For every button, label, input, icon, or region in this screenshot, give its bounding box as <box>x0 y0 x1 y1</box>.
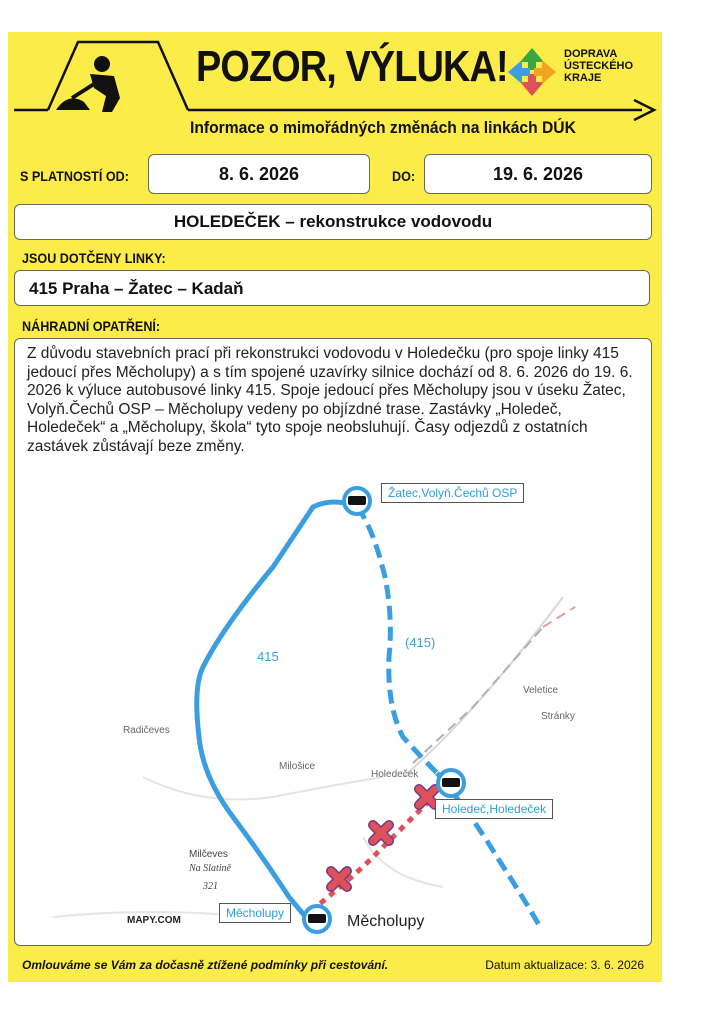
worker-icon <box>50 54 150 112</box>
place-mecholupy: Měcholupy <box>347 913 425 930</box>
brand-line: ÚSTECKÉHO <box>564 60 634 72</box>
valid-to-value: 19. 6. 2026 <box>424 154 652 194</box>
detour-map <box>23 477 643 941</box>
affected-lines-value: 415 Praha – Žatec – Kadaň <box>14 270 650 306</box>
place-elevation: 321 <box>203 881 218 892</box>
valid-from-label: S PLATNOSTÍ OD: <box>20 168 129 184</box>
valid-to-label: DO: <box>392 168 416 184</box>
stop-label-top: Žatec,Volyň.Čechů OSP <box>381 483 524 503</box>
replacement-text: Z důvodu stavebních prací při rekonstrukci vodovodu v Holedečku (pro spoje linky 415 jedoucí přes Měcholupy) a s tím spojené uzavírky silnice dochází od 8. 6. 2026 do 19. 6. 2026 k výluce autobusové linky 415. Spoje jedoucí přes Měcholupy jsou v úseku Žatec, Volyň.Čechů OSP – Měcholupy vedeny po objízdné trase. Zastávky „Holedeč, Holedeček“ a „Měcholupy, škola“ tyto spoje neobsluhují. Časy odjezdů z ostatních zastávek zůstávají beze změny. <box>27 345 633 455</box>
detour-route-label: 415 <box>257 649 279 664</box>
place-milceves: Milčeves <box>189 849 228 860</box>
valid-from-value: 8. 6. 2026 <box>148 154 370 194</box>
replacement-panel <box>14 338 652 946</box>
bus-stop-bottom <box>304 906 330 932</box>
footer-updated: Datum aktualizace: 3. 6. 2026 <box>485 958 644 972</box>
map-provider-logo: MAPY.COM <box>127 915 181 926</box>
place-milosice: Milošice <box>279 761 316 772</box>
page-subtitle: Informace o mimořádných změnách na linkách DÚK <box>190 118 576 137</box>
map-drawing <box>23 477 643 941</box>
closure-marks <box>331 789 435 887</box>
place-veletice: Veletice <box>523 685 559 696</box>
page-title: POZOR, VÝLUKA! <box>196 42 508 91</box>
bus-stop-top <box>344 488 370 514</box>
place-radiceves: Radičeves <box>123 725 170 736</box>
regular-route-label: (415) <box>405 635 436 650</box>
replacement-label: NÁHRADNÍ OPATŘENÍ: <box>22 318 161 334</box>
footer-apology: Omlouváme se Vám za dočasně ztížené podmínky při cestování. <box>22 958 389 972</box>
place-holedecek: Holedeček <box>371 769 419 780</box>
closure-title: HOLEDEČEK – rekonstrukce vodovodu <box>14 204 652 240</box>
stop-label-middle: Holedeč,Holedeček <box>435 799 553 819</box>
affected-lines-label: JSOU DOTČENY LINKY: <box>22 250 166 266</box>
place-stranky: Stránky <box>541 711 575 722</box>
bus-stop-middle <box>438 770 464 796</box>
stop-label-bottom: Měcholupy <box>219 903 291 923</box>
notice-sheet <box>8 32 662 982</box>
place-na-slatine: Na Slatině <box>189 863 231 874</box>
duk-logo-icon <box>504 44 560 100</box>
brand-line: DOPRAVA <box>564 48 618 60</box>
brand-name <box>564 48 654 84</box>
brand-line: KRAJE <box>564 72 602 84</box>
